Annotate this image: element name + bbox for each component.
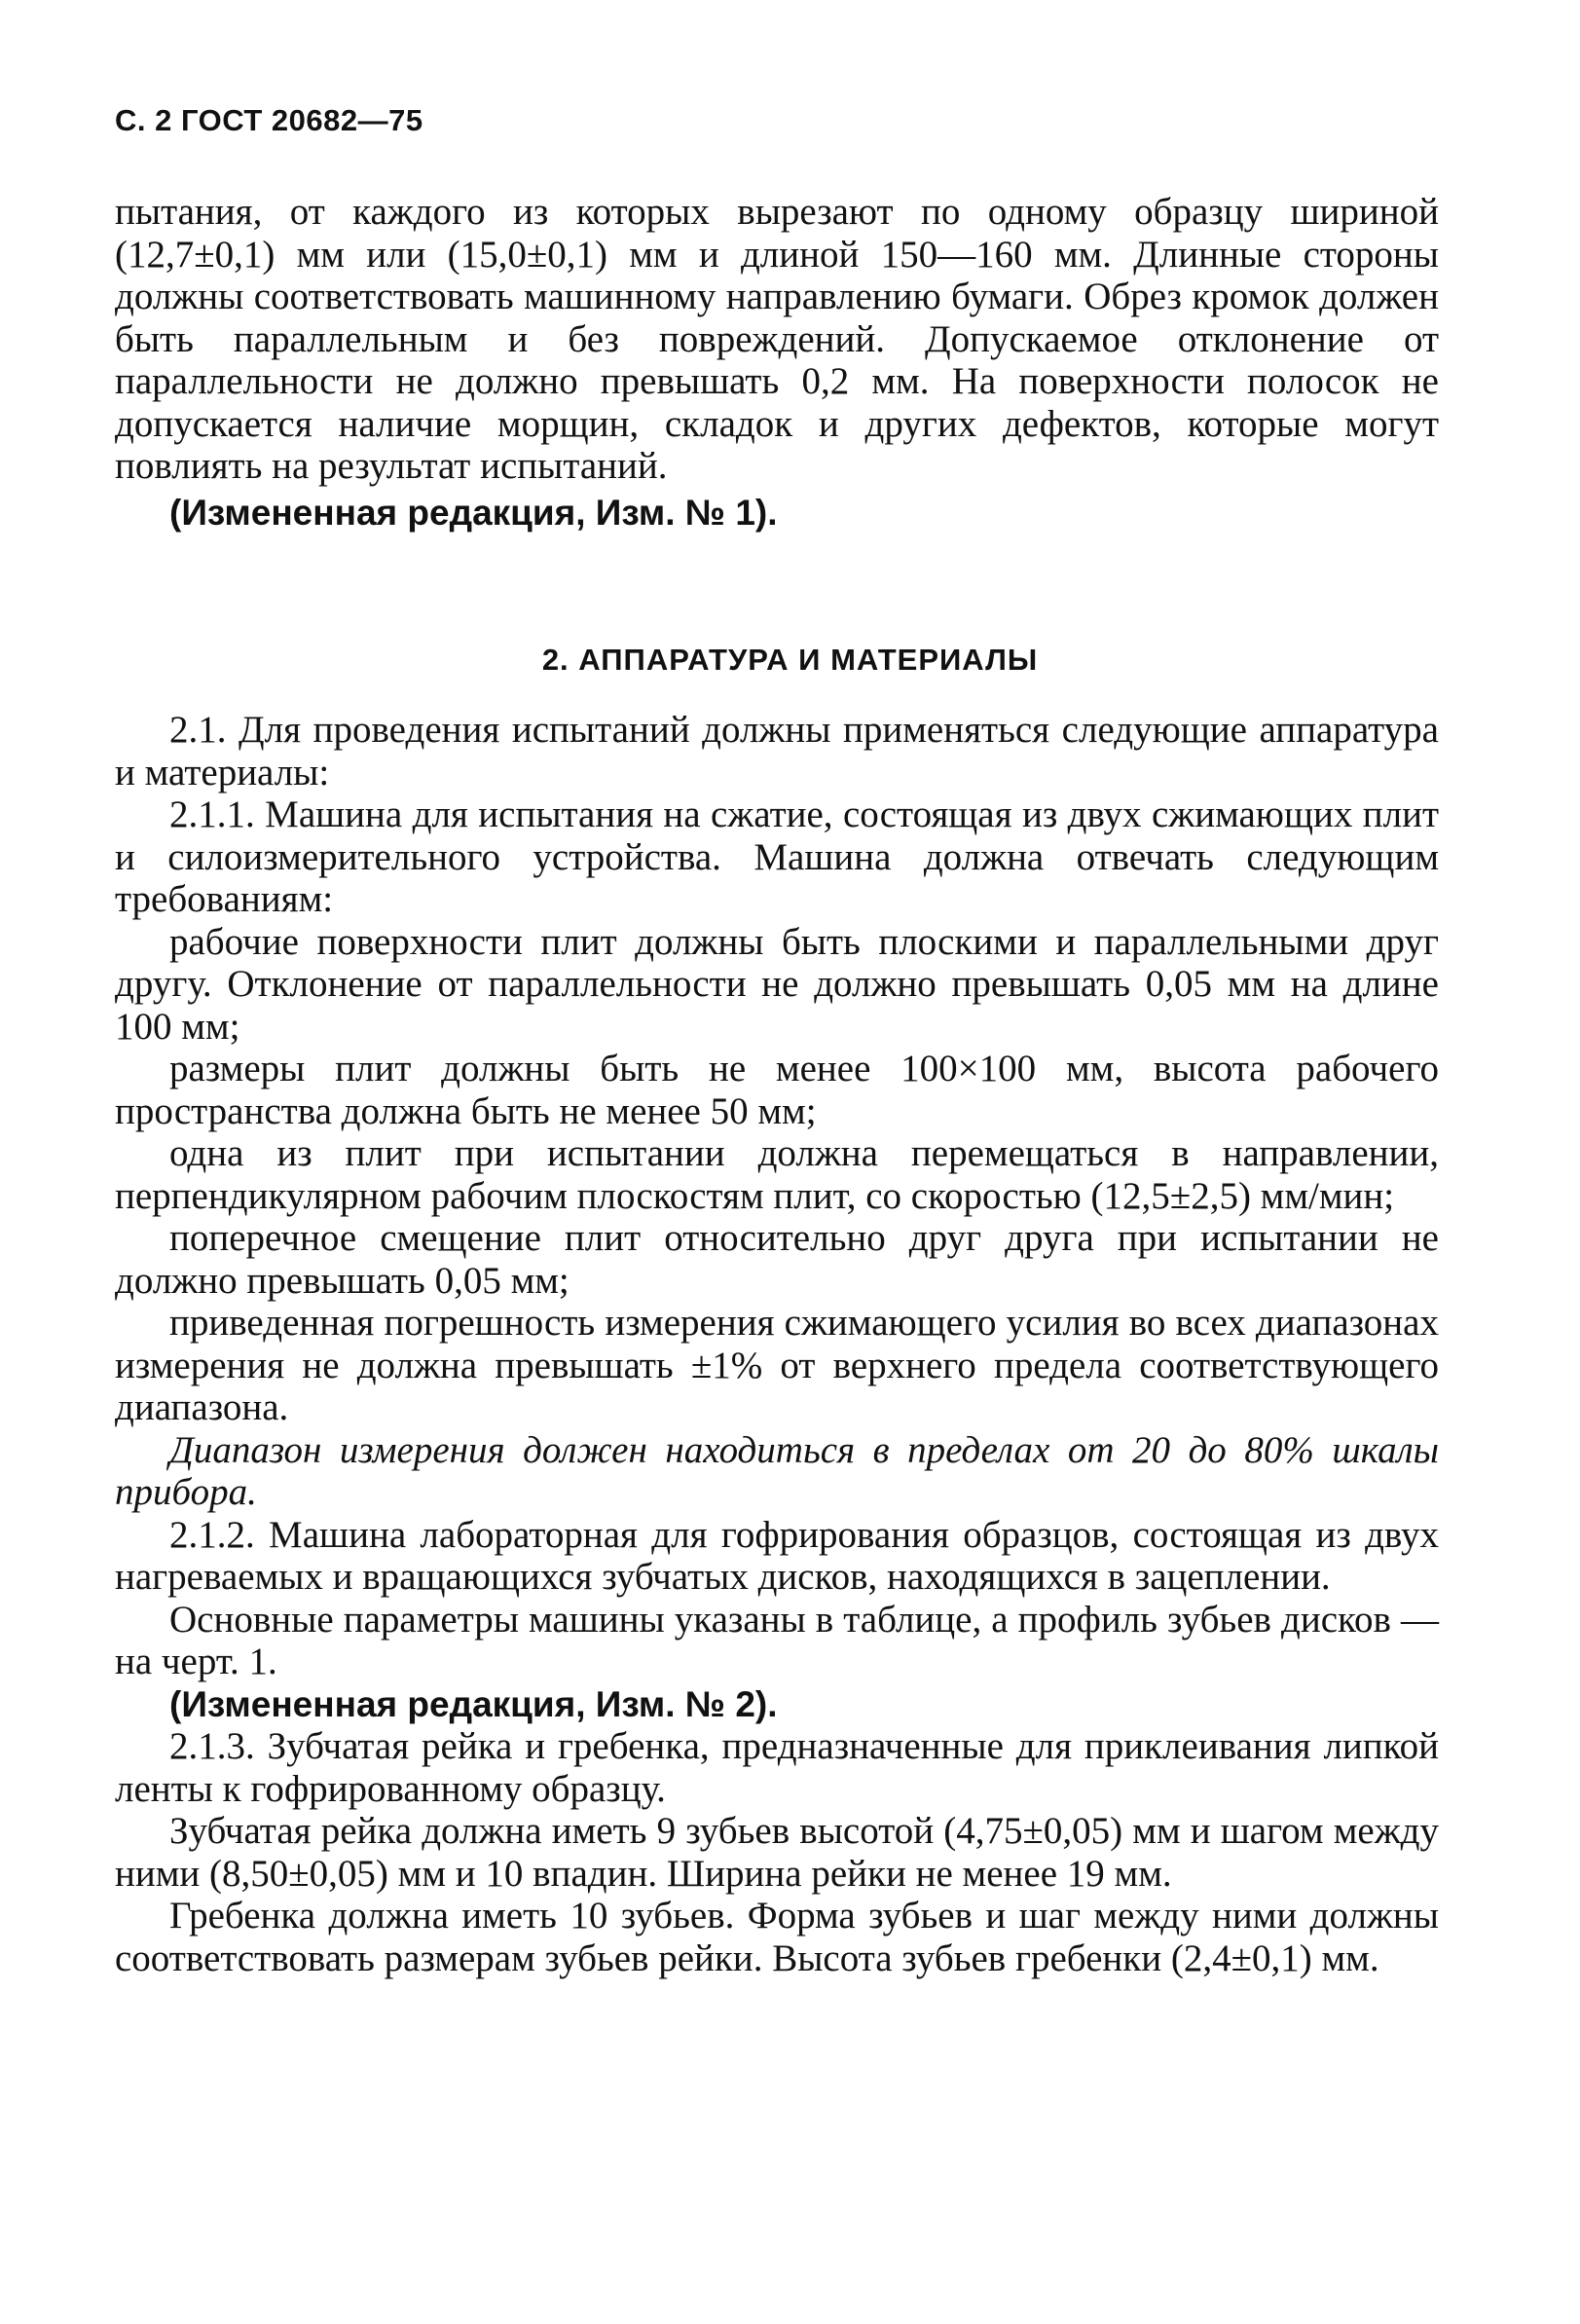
paragraph-2-1-2: 2.1.2. Машина лабораторная для гофрирования образцов, состоящая из двух нагреваемых и вращающихся зубчатых дисков, находящихся в зацеплении.: [115, 1513, 1439, 1598]
paragraph-2-1-3: 2.1.3. Зубчатая рейка и гребенка, предназначенные для приклеивания липкой ленты к гофрированному образцу.: [115, 1725, 1439, 1810]
requirement-measurement-error: приведенная погрешность измерения сжимающего усилия во всех диапазонах измерения не должна превышать ±1% от верхнего предела соответствующего диапазона.: [115, 1302, 1439, 1428]
paragraph-2-1-3-comb: Гребенка должна иметь 10 зубьев. Форма зубьев и шаг между ними должны соответствовать размерам зубьев рейки. Высота зубьев гребенки (2,4±0,1) мм.: [115, 1895, 1439, 1979]
requirement-lateral-shift: поперечное смещение плит относительно друг друга при испытании не должно превышать 0,05 мм;: [115, 1217, 1439, 1302]
requirement-plate-speed: одна из плит при испытании должна перемещаться в направлении, перпендикулярном рабочим плоскостям плит, со скоростью (12,5±2,5) мм/мин;: [115, 1132, 1439, 1217]
requirement-measurement-range: Диапазон измерения должен находиться в пределах от 20 до 80% шкалы прибора.: [115, 1428, 1439, 1513]
paragraph-2-1: 2.1. Для проведения испытаний должны применяться следующие аппаратура и материалы:: [115, 709, 1439, 793]
paragraph-2-1-1: 2.1.1. Машина для испытания на сжатие, состоящая из двух сжимающих плит и силоизмерительного устройства. Машина должна отвечать следующим требованиям:: [115, 793, 1439, 920]
section-1-continuation: [115, 191, 1439, 534]
paragraph-2-1-3-rack: Зубчатая рейка должна иметь 9 зубьев высотой (4,75±0,05) мм и шагом между ними (8,50±0,05) мм и 10 впадин. Ширина рейки не менее 19 мм.: [115, 1810, 1439, 1895]
requirement-plates-flatness: рабочие поверхности плит должны быть плоскими и параллельными друг другу. Отклонение от параллельности не должно превышать 0,05 мм на длине 100 мм;: [115, 920, 1439, 1048]
requirement-plates-size: размеры плит должны быть не менее 100×100 мм, высота рабочего пространства должна быть не менее 50 мм;: [115, 1048, 1439, 1132]
paragraph-specimen-preparation: пытания, от каждого из которых вырезают по одному образцу шириной (12,7±0,1) мм или (15,0±0,1) мм и длиной 150—160 мм. Длинные стороны должны соответствовать машинному направлению бумаги. Обрез кромок должен быть параллельным и без повреждений. Допускаемое отклонение от параллельности не должно превышать 0,2 мм. На поверхности полосок не допускается наличие морщин, складок и других дефектов, которые могут повлиять на результат испытаний.: [115, 191, 1439, 487]
paragraph-2-1-2-params: Основные параметры машины указаны в таблице, а профиль зубьев дисков — на черт. 1.: [115, 1598, 1439, 1682]
running-header: С. 2 ГОСТ 20682—75: [115, 103, 423, 137]
amendment-note-1: (Измененная редакция, Изм. № 1).: [169, 492, 778, 533]
amendment-note-2: (Измененная редакция, Изм. № 2).: [169, 1683, 778, 1724]
section-2-body: [115, 709, 1439, 1979]
section-2-heading: 2. АППАРАТУРА И МАТЕРИАЛЫ: [541, 643, 1039, 677]
